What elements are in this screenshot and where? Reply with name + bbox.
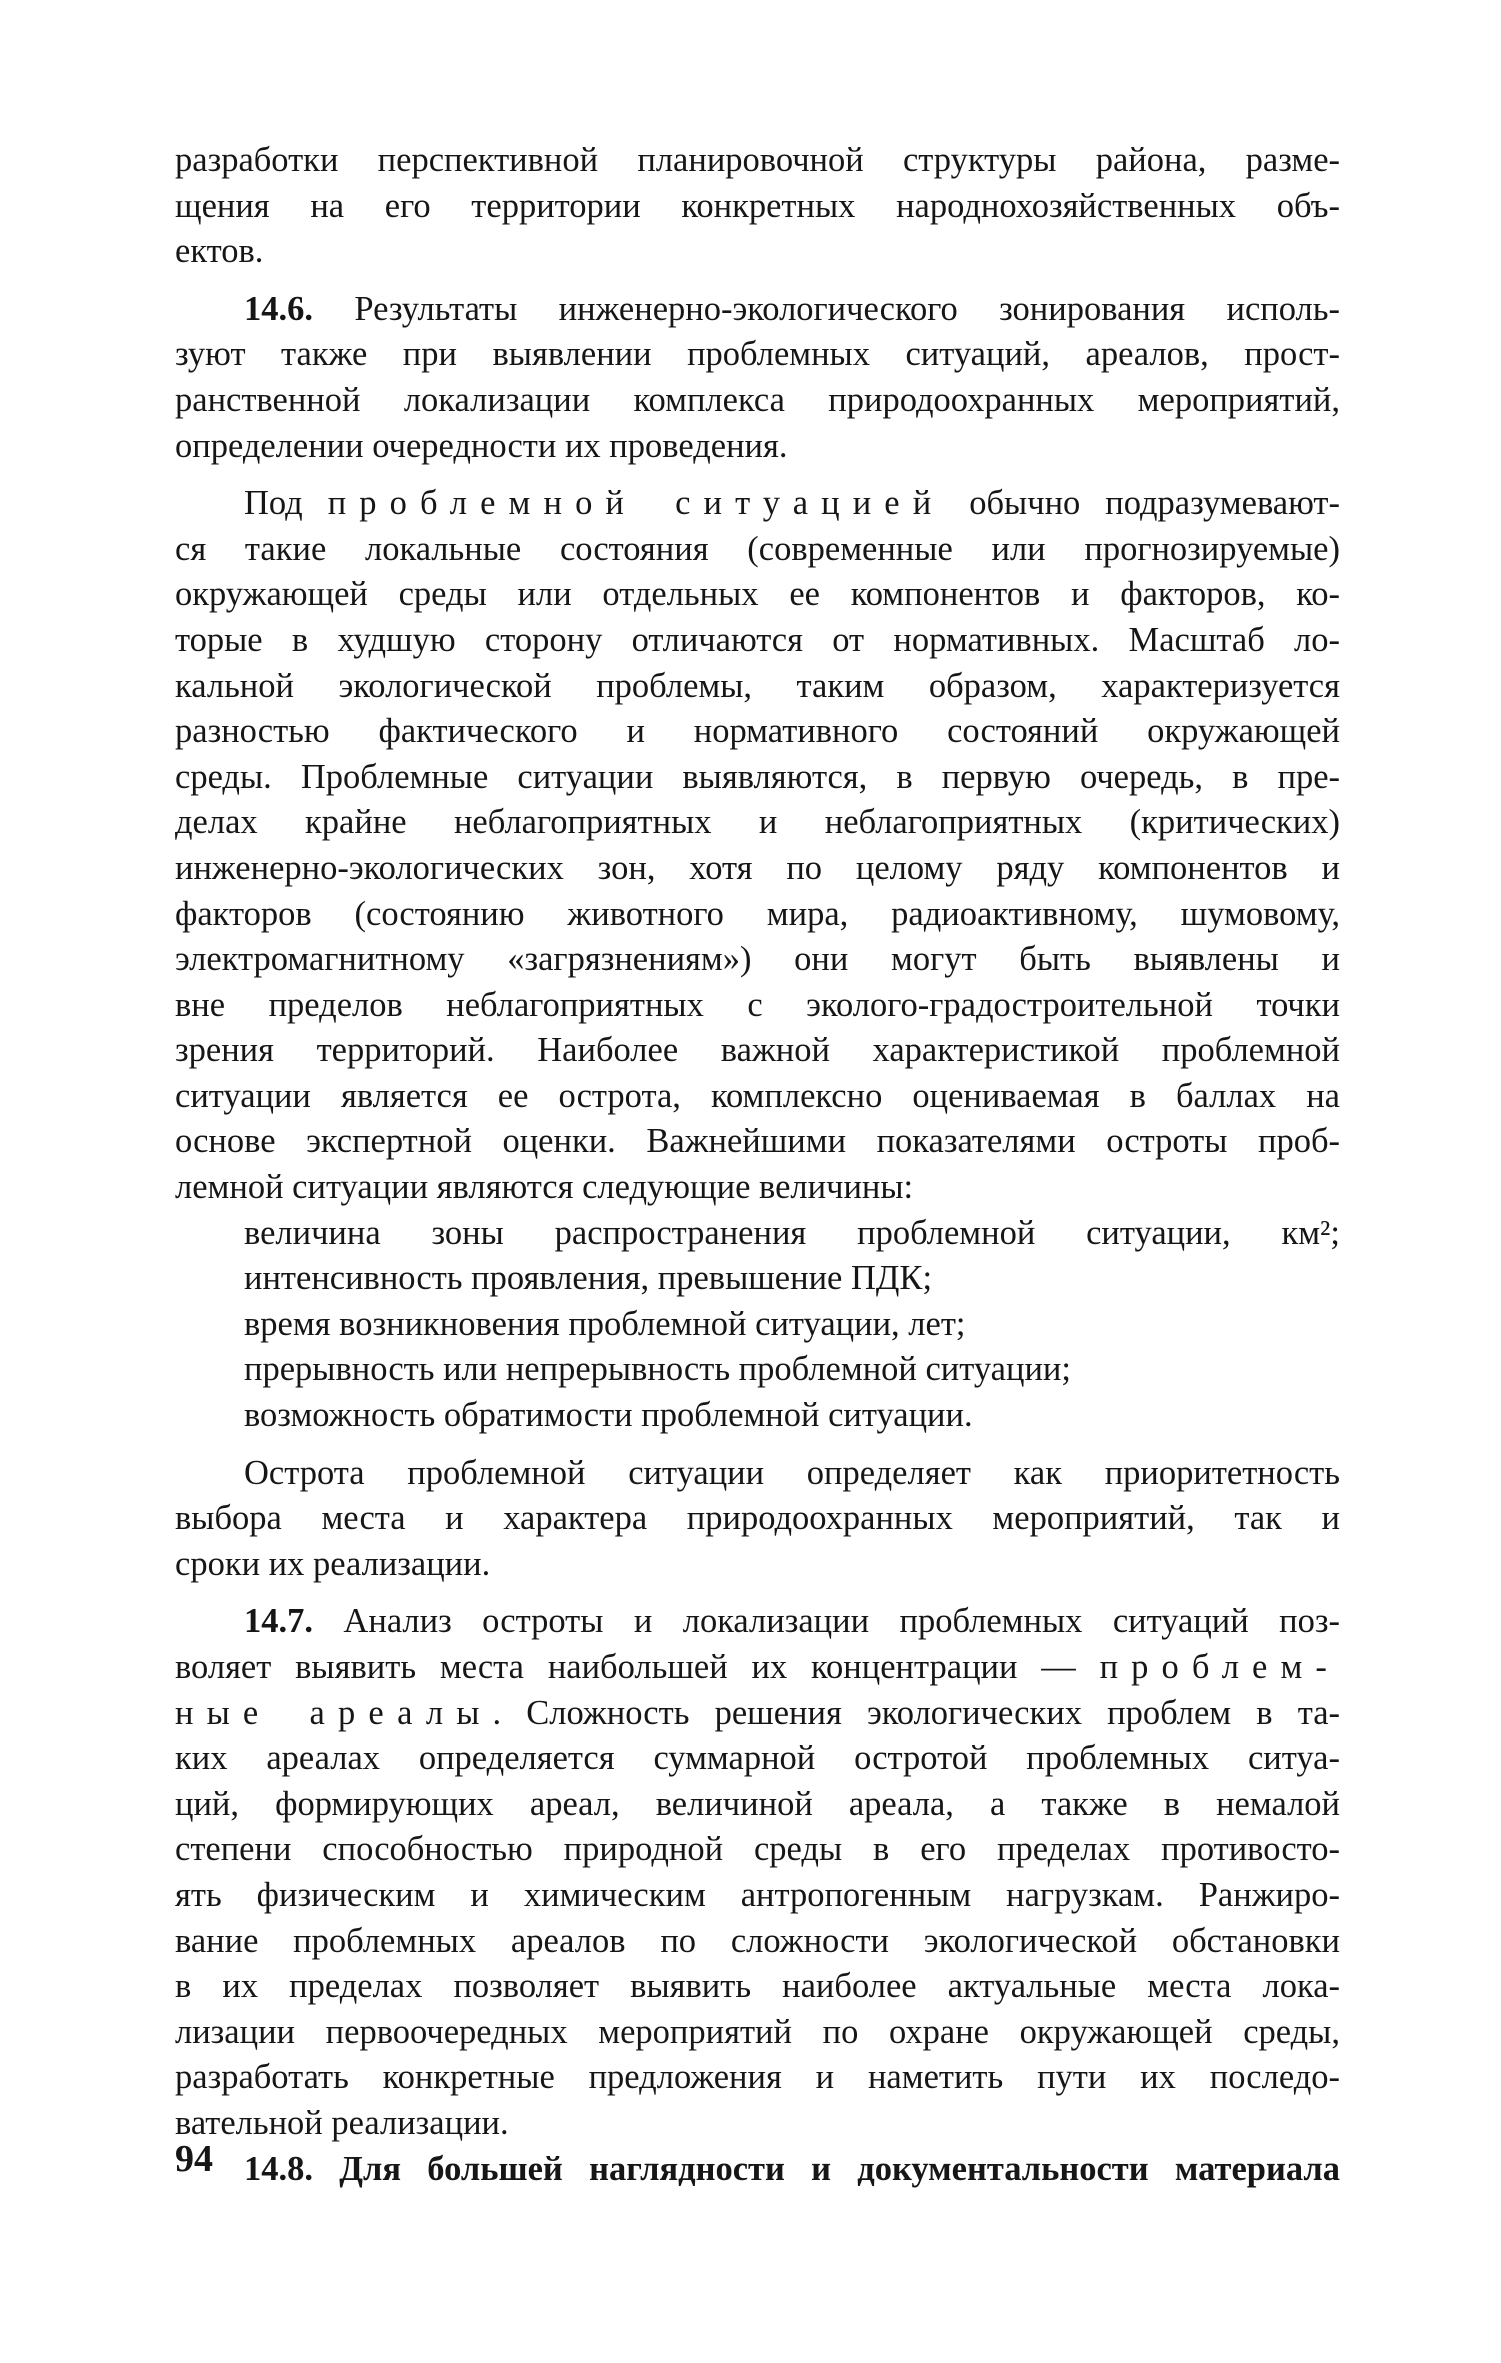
text-line: инженерно-экологических зон, хотя по целому ряду компонентов и <box>175 848 1340 887</box>
text-line: ких ареалах определяется суммарной остротой проблемных ситуа- <box>175 1739 1340 1778</box>
text-line: ять физическим и химическим антропогенным нагрузкам. Ранжиро- <box>175 1875 1340 1914</box>
text-line: вательной реализации. <box>175 2103 509 2142</box>
text-line: кальной экологической проблемы, таким образом, характеризуется <box>175 666 1340 705</box>
paragraph-acuity <box>175 1451 1340 1588</box>
text-line: зрения территорий. Наиболее важной характеристикой проблемной <box>175 1031 1340 1070</box>
text-line: ся такие локальные состояния (современные или прогнозируемые) <box>175 529 1340 568</box>
paragraph-intro <box>175 138 1340 275</box>
section-number: 14.7. <box>244 1602 313 1641</box>
text-line: Острота проблемной ситуации определяет как приоритетность <box>244 1453 1340 1492</box>
text-line: окружающей среды или отдельных ее компонентов и факторов, ко- <box>175 575 1340 614</box>
text-line: разностью фактического и нормативного состояний окружающей <box>175 712 1340 751</box>
text-line: определении очередности их проведения. <box>175 426 788 465</box>
text-line: щения на его территории конкретных народнохозяйственных объ- <box>175 186 1340 225</box>
text-line <box>175 287 1340 333</box>
text-span: обычно подразумевают- <box>944 484 1340 523</box>
body-text <box>175 138 1340 2192</box>
text-line: разработать конкретные предложения и наметить пути их последо- <box>175 2058 1340 2097</box>
paragraph-14-7 <box>175 1599 1340 2146</box>
text-line: электромагнитному «загрязнениям») они могут быть выявлены и <box>175 940 1340 979</box>
text-line: ций, формирующих ареал, величиной ареала, а также в немалой <box>175 1784 1340 1823</box>
text-span: Под <box>244 484 328 523</box>
text-line: ситуации является ее острота, комплексно оцениваемая в баллах на <box>175 1076 1340 1115</box>
text-line: в их пределах позволяет выявить наиболее актуальные места лока- <box>175 1967 1340 2006</box>
paragraph-problem-situation <box>175 481 1340 1438</box>
text-line: ектов. <box>175 232 264 271</box>
text-line: ранственной локализации комплекса природоохранных мероприятий, <box>175 380 1340 419</box>
text-line <box>175 1599 1340 1645</box>
text-span: . Сложность решения экологических проблем в та- <box>492 1693 1340 1732</box>
section-number: 14.6. <box>244 289 313 328</box>
text-line: среды. Проблемные ситуации выявляются, в первую очередь, в пре- <box>175 757 1340 796</box>
text-line <box>175 1645 1340 1691</box>
text-line: факторов (состоянию животного мира, радиоактивному, шумовому, <box>175 894 1340 933</box>
list-item: возможность обратимости проблемной ситуации. <box>244 1396 973 1435</box>
text-line: делах крайне неблагоприятных и неблагоприятных (критических) <box>175 803 1340 842</box>
text-line: зуют также при выявлении проблемных ситуаций, ареалов, прост- <box>175 335 1340 374</box>
text-span: Для большей наглядности и документальности материала <box>313 2149 1340 2188</box>
text-line: вание проблемных ареалов по сложности экологической обстановки <box>175 1921 1340 1960</box>
list-item: интенсивность проявления, превышение ПДК; <box>244 1259 933 1298</box>
list-item: величина зоны распространения проблемной ситуации, км²; <box>244 1213 1340 1252</box>
paragraph-14-8 <box>175 2147 1340 2193</box>
section-number: 14.8. <box>244 2149 313 2188</box>
term-problem-areas: ные ареалы <box>175 1693 493 1732</box>
page-number: 94 <box>175 2138 213 2180</box>
text-line: лизации первоочередных мероприятий по охране окружающей среды, <box>175 2012 1340 2051</box>
text-line: основе экспертной оценки. Важнейшими показателями остроты проб- <box>175 1122 1340 1161</box>
text-span: воляет выявить места наибольшей их концентрации — <box>175 1648 1100 1686</box>
text-span: Результаты инженерно-экологического зонирования исполь- <box>313 289 1340 328</box>
text-line: разработки перспективной планировочной структуры района, разме- <box>175 141 1340 179</box>
text-line: степени способностью природной среды в его пределах противосто- <box>175 1830 1340 1869</box>
list-item: прерывность или непрерывность проблемной ситуации; <box>244 1350 1071 1389</box>
text-line: торые в худшую сторону отличаются от нормативных. Масштаб ло- <box>175 620 1340 659</box>
text-line: выбора места и характера природоохранных мероприятий, так и <box>175 1499 1340 1538</box>
text-line: вне пределов неблагоприятных с эколого-градостроительной точки <box>175 985 1340 1024</box>
text-line <box>175 1691 1340 1737</box>
text-span: Анализ остроты и локализации проблемных ситуаций поз- <box>313 1602 1340 1641</box>
text-line: сроки их реализации. <box>175 1544 491 1583</box>
text-line <box>175 2147 1340 2193</box>
list-item: время возникновения проблемной ситуации, лет; <box>244 1304 966 1343</box>
paragraph-14-6 <box>175 287 1340 469</box>
text-line: лемной ситуации являются следующие величины: <box>175 1168 914 1207</box>
term-problem-areas: проблем- <box>1099 1648 1340 1686</box>
indicator-list <box>175 1211 1340 1439</box>
term-problem-situation: проблемной ситуацией <box>327 484 945 523</box>
text-line <box>175 481 1340 527</box>
